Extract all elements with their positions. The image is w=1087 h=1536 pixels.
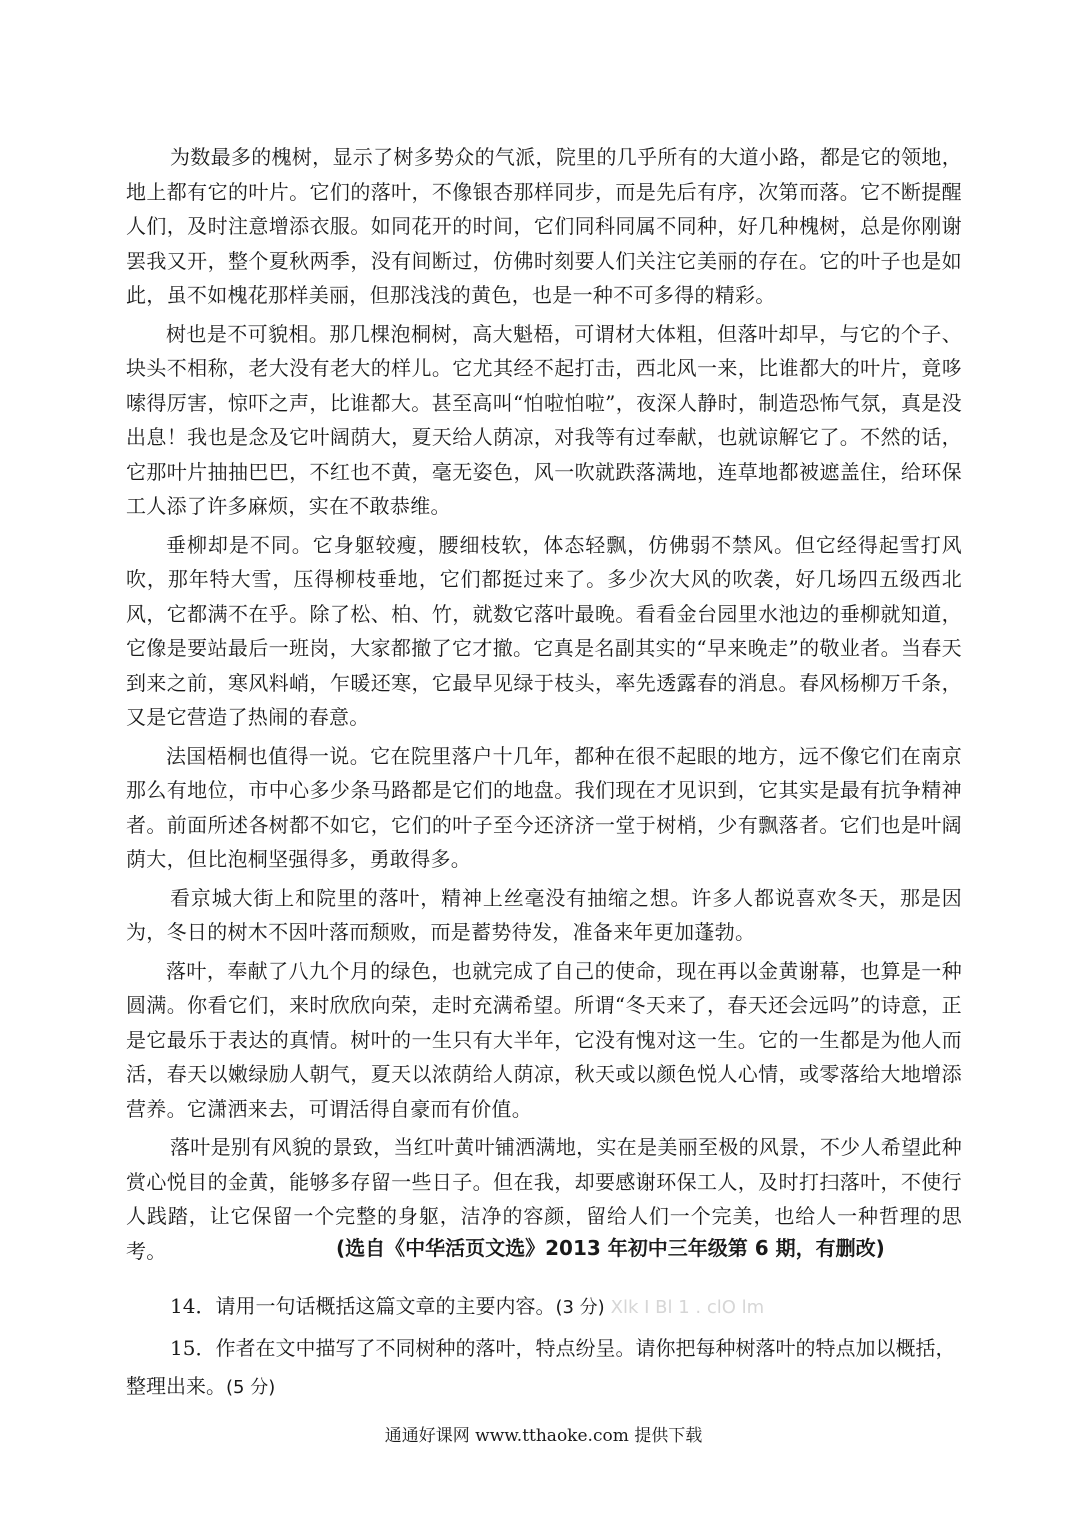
paragraph-locust: 为数最多的槐树，显示了树多势众的气派，院里的几乎所有的大道小路，都是它的领地，地上都有它的叶片。它们的落叶，不像银杏那样同步，而是先后有序，次第而落。它不断提醒人们，及时注意增添衣服。如同花开的时间，它们同科同属不同种，好几种槐树，总是你刚谢罢我又开，整个夏秋两季，没有间断过，仿佛时刻要人们关注它美丽的存在。它的叶子也是如此，虽不如槐花那样美丽，但那浅浅的黄色，也是一种不可多得的精彩。 (126, 145, 962, 307)
paragraph-plane-tree: 法国梧桐也值得一说。它在院里落户十几年，都种在很不起眼的地方，远不像它们在南京那么有地位，市中心多少条马路都是它们的地盘。我们现在才见识到，它其实是最有抗争精神者。前面所述各树都不如它，它们的叶子至今还济济一堂于树梢，少有飘落者。它们也是叶阔荫大，但比泡桐坚强得多，勇敢得多。 (126, 743, 962, 871)
question-14-text: 14．请用一句话概括这篇文章的主要内容。 (170, 1294, 556, 1318)
paragraph-willow: 垂柳却是不同。它身躯较瘦，腰细枝软，体态轻飘，仿佛弱不禁风。但它经得起雪打风吹，那年特大雪，压得柳枝垂地，它们都挺过来了。多少次大风的吹袭，好几场四五级西北风，它都满不在乎。除了松、柏、竹，就数它落叶最晚。看看金台园里水池边的垂柳就知道，它像是要站最后一班岗，大家都撤了它才撤。它真是名副其实的“早来晚走”的敬业者。当春天到来之前，寒风料峭，乍暖还寒，它最早见绿于枝头，率先透露春的消息。春风杨柳万千条，又是它营造了热闹的春意。 (126, 532, 962, 729)
paragraph-paulownia: 树也是不可貌相。那几棵泡桐树，高大魁梧，可谓材大体粗，但落叶却早，与它的个子、块头不相称，老大没有老大的样儿。它尤其经不起打击，西北风一来，比谁都大的叶片，竟哆嗦得厉害，惊吓之声，比谁都大。甚至高叫“怕啦怕啦”，夜深人静时，制造恐怖气氛，真是没出息！我也是念及它叶阔荫大，夏天给人荫凉，对我等有过奉献，也就谅解它了。不然的话，它那叶片抽抽巴巴，不红也不黄，毫无姿色，风一吹就跌落满地，连草地都被遮盖住，给环保工人添了许多麻烦，实在不敢恭维。 (126, 321, 962, 518)
question-14 (126, 1287, 962, 1327)
paragraph-conclusion: 落叶是别有风貌的景致，当红叶黄叶铺洒满地，实在是美丽至极的风景，不少人希望此种赏心悦目的金黄，能够多存留一些日子。但在我，却要感谢环保工人，及时打扫落叶，不使行人践踏，让它保留一个完整的身躯，洁净的容颜，留给人们一个完美，也给人一种哲理的思考。 (126, 1135, 962, 1263)
page-footer: 通通好课网 www.tthaoke.com 提供下载 (384, 1426, 703, 1446)
question-15 (126, 1329, 962, 1407)
question-15-points: (5 分) (226, 1377, 276, 1398)
question-15-text: 15．作者在文中描写了不同树种的落叶，特点纷呈。请你把每种树落叶的特点加以概括，整理出来。 (126, 1336, 956, 1398)
question-14-points: (3 分) (555, 1297, 605, 1318)
paragraph-fallen-leaves: 落叶，奉献了八九个月的绿色，也就完成了自己的使命，现在再以金黄谢幕，也算是一种圆满。你看它们，来时欣欣向荣，走时充满希望。所谓“冬天来了，春天还会远吗”的诗意，正是它最乐于表达的真情。树叶的一生只有大半年，它没有愧对这一生。它的一生都是为他人而活，春天以嫩绿励人朝气，夏天以浓荫给人荫凉，秋天或以颜色悦人心情，或零落给大地增添营养。它潇洒来去，可谓活得自豪而有价值。 (126, 958, 962, 1121)
article-source: (选自《中华活页文选》2013 年初中三年级第 6 期，有删改) (336, 1236, 885, 1260)
article-body (126, 140, 962, 1272)
faint-watermark-text: Xlk I Bl 1 . clO lm (610, 1297, 765, 1318)
paragraph-winter: 看京城大街上和院里的落叶，精神上丝毫没有抽缩之想。许多人都说喜欢冬天，那是因为，冬日的树木不因叶落而颓败，而是蓄势待发，准备来年更加蓬勃。 (126, 885, 962, 944)
